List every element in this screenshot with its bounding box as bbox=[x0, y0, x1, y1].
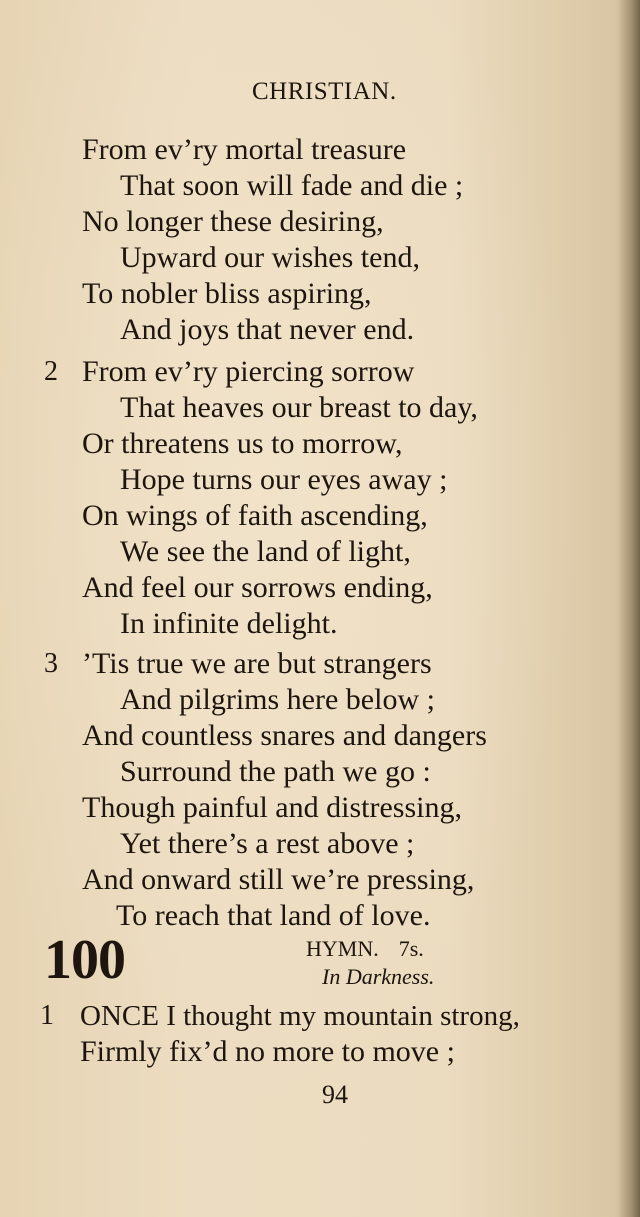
stanza-number: 2 bbox=[44, 356, 58, 387]
stanza-number: 3 bbox=[44, 648, 58, 679]
verse-line: And pilgrims here below ; bbox=[120, 683, 435, 716]
hymn-heading bbox=[306, 936, 424, 962]
hymn-subtitle: In Darkness. bbox=[322, 964, 435, 989]
verse-line: We see the land of light, bbox=[120, 535, 411, 568]
stanza-number: 1 bbox=[40, 1000, 54, 1031]
running-head-text: CHRISTIAN. bbox=[252, 78, 397, 105]
verse-line: From ev’ry piercing sorrow bbox=[82, 355, 415, 388]
hymn-label: HYMN. bbox=[306, 936, 379, 961]
page-edge-shadow bbox=[618, 0, 640, 1217]
hymn-meter: 7s. bbox=[398, 936, 424, 961]
verse-line: And feel our sorrows ending, bbox=[82, 571, 433, 604]
verse-line: Yet there’s a rest above ; bbox=[120, 827, 415, 860]
verse-line: In infinite delight. bbox=[120, 607, 338, 640]
verse-line: And joys that never end. bbox=[120, 313, 415, 346]
verse-line: To reach that land of love. bbox=[116, 899, 431, 932]
verse-line: And onward still we’re pressing, bbox=[82, 863, 475, 896]
verse-line: ’Tis true we are but strangers bbox=[82, 647, 432, 680]
verse-line: Though painful and distressing, bbox=[82, 791, 462, 824]
verse-line: That heaves our breast to day, bbox=[120, 391, 478, 424]
verse-line: Firmly fix’d no more to move ; bbox=[80, 1035, 455, 1068]
verse-line: To nobler bliss aspiring, bbox=[82, 277, 372, 310]
verse-line: And countless snares and dangers bbox=[82, 719, 487, 752]
verse-line: From ev’ry mortal treasure bbox=[82, 133, 407, 166]
verse-line: That soon will fade and die ; bbox=[120, 169, 464, 202]
verse-line: Upward our wishes tend, bbox=[120, 241, 420, 274]
hymn-number: 100 bbox=[44, 929, 125, 991]
page-number: 94 bbox=[322, 1080, 348, 1109]
verse-line: ONCE I thought my mountain strong, bbox=[80, 1000, 520, 1032]
verse-line: Surround the path we go : bbox=[120, 755, 431, 788]
verse-line: On wings of faith ascending, bbox=[82, 499, 428, 532]
verse-line: No longer these desiring, bbox=[82, 205, 384, 238]
verse-line: Hope turns our eyes away ; bbox=[120, 463, 448, 496]
verse-line: Or threatens us to morrow, bbox=[82, 427, 403, 460]
